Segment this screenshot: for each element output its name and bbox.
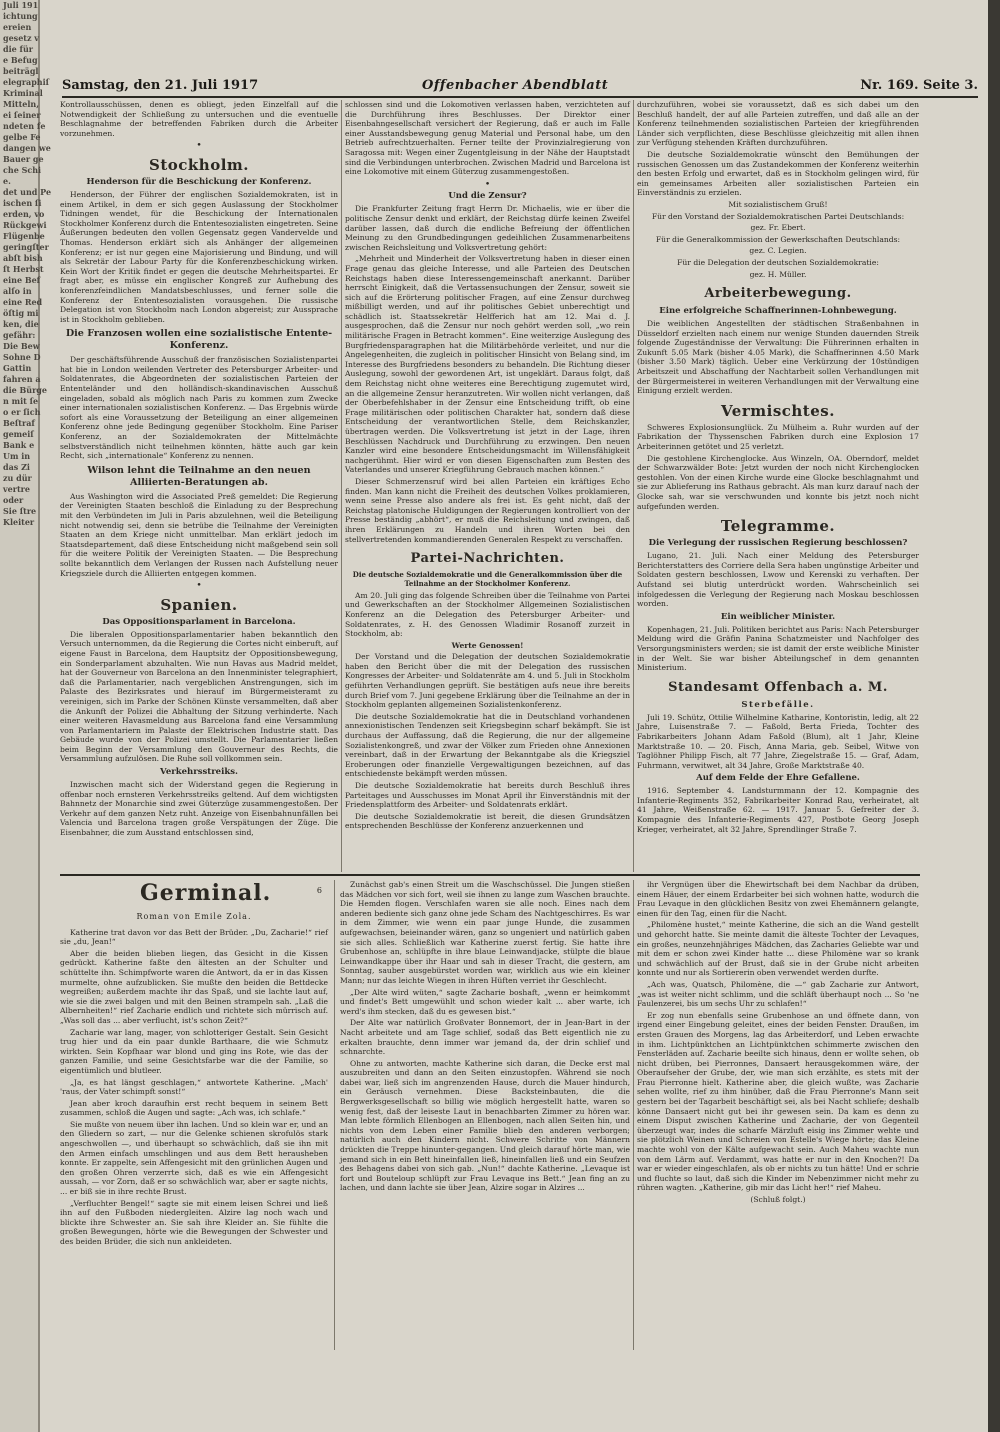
germinal-paragraph: „Ach was, Quatsch, Philomène, die —“ gab Zacharie zur Antwort, „was ist weiter nicht schlimm, und die schläft überhaupt noch ... So 'ne Faulenzerei, bis um sechs Uhr zu schlafen!“ (637, 979, 919, 1009)
article-partei-2: Der Vorstand und die Delegation der deutschen Sozialdemokratie haben den Bericht über die mit der Delegation des russischen Kongresses der Arbeiter- und Soldatenräte am 4. und 5. Juli in Stockholm geführten Verhandlungen geprüft. Sie bestätigen aufs neue ihre bereits durch Brief vom 7. Juni gegebene Erklärung über die Teilnahme an der in Stockholm geplanten allgemeinen Sozialistenkonferenz. (345, 652, 630, 710)
signature-line: Für die Generalkommission der Gewerkschaften Deutschlands: (655, 234, 901, 244)
signature-line: Für den Vorstand der Sozialdemokratischen Partei Deutschlands: (651, 211, 905, 221)
article-henderson: Henderson, der Führer der englischen Sozialdemokraten, ist in einem Artikel, in dem er sich gegen Auslassung der Stockholmer Tidningen wendet, für die Beschickung der Internationalen Stockholmer Konferenz durch die Ententesozialisten eingetreten. Seine Äußerungen bedeuten den vollen Gegensatz gegen Vandervelde und Thomas. Henderson erklärt sich als Anhänger der allgemeinen Konferenz; er ist nur gegen eine Majorisierung und Bindung, und will als Sekretär der Labour Party für die Konferenzbeschickung wirken. Kein Wort der Kritik findet er gegen die deutsche Mehrheitspartei. Er fragt aber, es müsse ein englischer Kongreß zur Aufhebung des konferenzfeindlichen Mandatsbeschlusses, und ferner solle die Konferenz der Ententesozialisten vorausgehen. Die russische Delegation ist von Stockholm nach London abgereist; zur Aussprache ist in Stockholm geblieben. (60, 189, 338, 324)
column-3 (637, 100, 919, 872)
section-title-arbeiterbewegung: Arbeiterbewegung. (704, 286, 852, 302)
headline-zensur: Und die Zensur? (448, 191, 527, 202)
signature-line: gez. H. Müller. (749, 269, 807, 279)
article-intro: durchzuführen, wobei sie voraussetzt, daß es sich dabei um den Beschluß handelt, der auf alle Parteien zutreffen, und daß alle an der Konferenz teilnehmenden sozialistischen Parteien der kriegführenden Länder sich verpflichten, diese Beschlüsse gleichzeitig mit allen ihnen zur Verfügung stehenden Kräften durchzuführen. (637, 100, 919, 148)
letter-greeting: Werte Genossen! (451, 640, 524, 650)
prev-page-fragment: oder (3, 495, 24, 505)
prev-page-fragment: erden, vo (3, 209, 45, 219)
article-zensur-3: Dieser Schmerzensruf wird bei allen Parteien ein kräftiges Echo finden. Man kann nicht die Freiheit des deutschen Volkes proklamieren, wenn seine Presse also andere als frei ist. Es geht nicht, daß der Reichstag platonische Huldigungen der Regierungen kontrolliert von der Presse beständig „abhört“, er muß die Reichsleitung und zwingen, daß ihren Erklärungen zu Handeln und ihren Worten bei den stellvertretenden kommandierenden Generalen Respekt zu verschaffen. (345, 476, 630, 544)
prev-page-fragment: Flügenbe (3, 231, 45, 241)
prev-page-fragment: elegraphiſ (3, 77, 50, 87)
feuilleton-rule (60, 874, 920, 876)
prev-page-fragment: che Schi (3, 165, 42, 175)
germinal-paragraph: Jean aber kroch daraufhin erst recht bequem in seinem Bett zusammen, schloß die Augen und sagte: „Ach was, ich schlafe.“ (60, 1098, 328, 1118)
germinal-paragraph: Zunächst gab's einen Streit um die Waschschüssel. Die Jungen stießen das Mädchen vor sich fort, weil sie ihnen zu lange zum Waschen brauchte. Die Hemden flogen. Verschlafen waren sie alle noch. Eines nach dem anderen bediente sich ganz ohne jede Scham des Nachtgeschirres. Es war in dem Zimmer, wie wenn ein paar junge Hunde, die zusammen aufgewachsen, beieinander wären, ganz so ungeniert und natürlich gaben sie sich alles. Schließlich war Katherine zuerst fertig. Sie hatte ihre Grubenhose an, schlüpfte in ihre blaue Leinwandjacke, stülpte die blaue Leinwandkappe über ihr Haar und sah in dieser Tracht, die gestern, am Sonntag, sauber ausgebürstet worden war, wirklich aus wie ein kleiner Mann; nur das leichte Wiegen in ihren Hüften verriet ihr Geschlecht. (340, 880, 630, 985)
prev-page-fragment: öſtig mi (3, 308, 39, 318)
germinal-paragraph: Aber die beiden blieben liegen, das Gesicht in die Kissen gedrückt. Katherine faßte den ältesten an der Schulter und schüttelte ihn. Schimpfworte waren die Antwort, da er in das Kissen murmelte, ohne aufzublicken. Sie mußte den beiden die Bettdecke wegreißen; außerdem machte ihr das Spaß, und sie lachte laut auf, wie sie die zwei balgen und mit den Beinen strampeln sah. „Laß die Albernheiten!“ rief Zacharie endlich und richtete sich mürrisch auf. „Was soll das ... aber verflucht, ist's schon Zeit?“ (60, 948, 328, 1025)
header-page-number: Nr. 169. Seite 3. (860, 78, 978, 93)
prev-page-fragment: e. (3, 176, 11, 186)
prev-page-fragment: Um in (3, 451, 31, 461)
headline-schaffnerinnen: Eine erfolgreiche Schaffnerinnen-Lohnbewegung. (659, 306, 897, 317)
germinal-title-block (60, 880, 328, 910)
header-rule (62, 96, 978, 98)
headline-wilson: Wilson lehnt die Teilnahme an den neuen Alliierten-Beratungen ab. (87, 464, 311, 488)
prev-page-fragment: Juli 191 (3, 0, 39, 10)
germinal-paragraph: ihr Vergnügen über die Ehewirtschaft bei dem Nachbar da drüben, einem Häuer, der einem Erdarbeiter bei sich wohnen hatte, wodurch die Frau Levaque in den glücklichen Besitz von zwei Ehemännern gelangte, einen für den Tag, einen für die Nacht. (637, 880, 919, 918)
germinal-end-note: (Schluß folgt.) (750, 1195, 806, 1204)
article-zensur-2: „Mehrheit und Minderheit der Volksvertretung haben in dieser einen Frage genau das gleiche Interesse, und alle Parteien des Deutschen Reichstags haben diese Interessengemeinschaft anerkannt. Darüber herrscht Einigkeit, daß die Vertassensuchungen der Zensur, soweit sie sich auf die Erörterung politischer Fragen, auf eine Zensur durchweg mißbilligt werden, und auf ihr politisches Gebiet unberechtigt und schädlich ist. Staatssekretär Helfferich hat am 12. Mai d. J. ausgesprochen, daß die Zensur nur noch gehört werden soll, „wo rein militärische Fragen in Betracht kommen“. Eine weiterzige Auslegung des Burgfriedensparagraphen hat die Militärbehörde verleitet, und nur die Angelegenheiten, die zugleich in politischer Hinsicht von Belang sind, im Interesse des Burgfriedens besonders zu behandeln. Die Richtung dieser Auslegung, sowohl der gewordenen Art, ist ungeklärt. Daraus folgt, daß dem Reichstag nicht ohne weiteres eine Berechtigung zugemutet wird, an die allgemeine Zensur heranzutreten. Wir wollen nicht verlangen, daß der Oberbefehlshaber in der Zensur eine Entscheidung trifft, ob eine Frage militärischen oder politischen Charakter hat, sondern daß diese Entscheidung der verantwortlichen Stelle, dem Reichskanzler, übertragen werden. Die Volksvertretung ist jetzt in der Lage, ihren Beschlüssen Nachdruck und Durchführung zu erzwingen. Den neuen Kanzler wird eine besondere Entscheidungsmacht im Willensfähigkeit nachgerühmt. Hier wird er von diesen Eigenschaften zum Besten des Vaterlandes und unserer Kriegführung Gebrauch machen können.“ (345, 254, 630, 475)
signature-line: Mit sozialistischem Gruß! (728, 199, 828, 209)
prev-page-fragment: alſo in (3, 286, 32, 296)
germinal-paragraph: „Der Alte wird wüten,“ sagte Zacharie boshaft, „wenn er heimkommt und findet's Bett umgewühlt und schon wieder kalt ... aber warte, ich werd's ihm stecken, daß du es gewesen bist.“ (340, 987, 630, 1016)
prev-page-fragment: abſt bish (3, 253, 43, 263)
column-divider (633, 880, 634, 1350)
article-minister: Kopenhagen, 21. Juli. Politiken berichtet aus Paris: Nach Petersburger Meldung wird die Gräfin Panina Schatzmeister und Nachfolger des Versorgungsministers werden; sie ist damit der erste weibliche Minister in der Welt. Sie war bisher Abteilungschef in dem genannten Ministerium. (637, 624, 919, 673)
headline-partei: Die deutsche Sozialdemokratie und die Generalkommission über die Teilnahme an der Stockholmer Konferenz. (352, 570, 623, 588)
prev-page-fragment: n mit ſe (3, 396, 39, 406)
signature-line: gez. Fr. Ebert. (750, 223, 806, 233)
germinal-paragraph: Ohne zu antworten, machte Katherine sich daran, die Decke erst mal auszubreiten und dann an den Seiten einzustopfen. Während sie noch dabei war, ließ sich im angrenzenden Hause, durch die Mauer hindurch, ein Geräusch vernehmen. Diese Backsteinbauten, die die Bergwerksgesellschaft so billig wie möglich hergestellt hatte, waren so wenig fest, daß der leiseste Laut in benachbarten Zimmer zu hören war. Man lebte förmlich Ellenbogen an Ellenbogen, nach allen Seiten hin, und nichts von dem Leben einer Familie blieb den anderen verborgen; natürlich auch den Kindern nicht. Schwere Schritte von Männern drückten die Treppe hinunter-gegangen. Und gleich darauf hörte man, wie jemand sich in ein Bett hineinfallen ließ, hineinfallen ließ und ein Seufzen des Behagens dabei von sich gab. „Nun!“ dachte Katherine. „Levaque ist fort und Bouteloup schlüpft zur Frau Levaque ins Bett.“ Jean fing an zu lachen, und dann lachte sie über Jean, Alzire sogar in Alzires ... (340, 1058, 630, 1193)
prev-page-fragment: ichtung (3, 11, 38, 21)
prev-page-fragment: eine Red (3, 297, 43, 307)
header-paper-name: Offenbacher Abendblatt (422, 78, 609, 93)
prev-page-fragment: zu dür (3, 473, 32, 483)
germinal-installment-number: 6 (316, 886, 322, 895)
germinal-title: Germinal. (140, 880, 272, 906)
prev-page-fragment: e Befug (3, 55, 38, 65)
header-date: Samstag, den 21. Juli 1917 (62, 78, 259, 93)
germinal-paragraph: „Ja, es hat längst geschlagen,“ antwortete Katherine. „Mach' 'raus, der Vater schimpft sonst!“ (60, 1077, 328, 1097)
prev-page-fragment: Sie ſtre (3, 506, 37, 516)
section-title-standesamt: Standesamt Offenbach a. M. (668, 679, 888, 695)
prev-page-fragment: Bauer ge (3, 154, 44, 164)
germinal-paragraph: Der Alte war natürlich Großvater Bonnemort, der in Jean-Bart in der Nacht arbeitete und am Tage schlief, sodaß das Bett eigentlich nie zu erkalten brauchte, denn immer war jemand da, der drin schlief und schnarchte. (340, 1018, 630, 1057)
article-intro: schlossen sind und die Lokomotiven verlassen haben, verzichteten auf die Durchführung ihres Beschlusses. Der Direktor einer Eisenbahngesellschaft versichert der Regierung, daß er auch im Falle einer Ausstandsbewegung genug Material und Personal habe, um den Betrieb aufrechtzuerhalten. Ferner teilte der Provinzialregierung von Saragossa mit: Wegen einer Zugentgleisung in der Nähe der Hauptstadt sind die Verbindungen unterbrochen. Zwischen Madrid und Barcelona ist eine Lokomotive mit einem Güterzug zusammengestoßen. (345, 100, 630, 177)
signature-line: Für die Delegation der deutschen Sozialdemokratie: (677, 257, 879, 267)
headline-henderson: Henderson für die Beschickung der Konferenz. (86, 176, 312, 187)
signature-line: gez. C. Legien. (749, 246, 807, 256)
prev-page-fragment: Sohne D (3, 352, 41, 362)
section-title-stockholm: Stockholm. (149, 155, 249, 174)
column-divider (633, 100, 634, 872)
column-1 (60, 100, 338, 872)
headline-gefallene: Auf dem Felde der Ehre Gefallene. (696, 773, 860, 784)
article-intro: Kontrollausschüssen, denen es obliegt, jeden Einzelfall auf die Notwendigkeit der Schließung zu untersuchen und die eventuelle Beschlagnahme der betreffenden Fabriken durch die Arbeiter vorzunehmen. (60, 100, 338, 138)
article-regierung: Lugano, 21. Juli. Nach einer Meldung des Petersburger Berichterstatters des Corriere della Sera haben ungünstige Arbeiter und Soldaten gestern beschlossen, Lwow und Kerenski zu verhaften. Der Aufstand sei blutig unterdrückt worden. Wahrscheinlich sei infolgedessen die Verlegung der Regierung nach Moskau beschlossen worden. (637, 551, 919, 609)
prev-page-fragment: Rückgewi (3, 220, 47, 230)
prev-page-fragment: ken, die (3, 319, 39, 329)
article-partei-3: Die deutsche Sozialdemokratie hat die in Deutschland vorhandenen annexionistischen Tendenzen seit Kriegsbeginn scharf bekämpft. Sie ist durchaus der Auffassung, daß die Regierung, die nur der allgemeine Sozialistenkongreß, und zwar der Völker zum Frieden ohne Annexionen vereinbart, daß in der Erwartung der Bekanntgabe als die Kriegsziel Eroberungen oder finanzielle Vergewaltigungen bezeichnen, auf das entschiedenste bekämpft werden müssen. (345, 711, 630, 779)
article-oppositionsparlament: Die liberalen Oppositionsparlamentarier haben bekanntlich den Versuch unternommen, da die Regierung die Cortes nicht einberuft, auf eigene Faust in Barcelona, dem Hauptsitz der Oppositionsbewegung, ein Sonderparlament abzuhalten. Wie nun Havas aus Madrid meldet, hat der Gouverneur von Barcelona an den Innenminister telegraphiert, daß die Parlamentarier, nach vergeblichen Anstrengungen, sich im Palaste des Bezirksrates und hierauf im Bürgermeisteramt zu vereinigen, sich im Parke der Schönen Künste versammelten, daß aber die Ankunft der Polizei die Abhaltung der Sitzung verhinderte. Nach einer weiteren Havasmeldung aus Barcelona fand eine Versammlung von Parlamentariern im Palaste der Elektrischen Industrie statt. Das Gebäude wurde von der Polizei umstellt. Die Parlamentarier ließen beim Beginn der Versammlung den Gouverneur des Rechts, die Versammlung aufzulösen. Die Ruhe soll vollkommen sein. (60, 629, 338, 764)
germinal-paragraph: Zacharie war lang, mager, von schlotteriger Gestalt. Sein Gesicht trug hier und da ein paar dunkle Barthaare, die wie Schmutz wirkten. Sein Kopfhaar war blond und ging ins Rote, wie das der ganzen Familie, und seine Gesichtsfarbe war die der Familie, so eigentümlich und blutleer. (60, 1027, 328, 1075)
prev-page-fragment: Die Bew (3, 341, 40, 351)
section-title-partei: Partei-Nachrichten. (410, 551, 565, 567)
article-franzosen: Der geschäftsführende Ausschuß der französischen Sozialistenpartei hat bie in London weilenden Vertreter des Petersburger Arbeiter- und Soldatenrates, die Abgeordneten der sozialistischen Parteien der Ententeländer und den holländisch-skandinavischen Ausschuß eingeladen, sobald als möglich nach Paris zu kommen zum Zwecke einer internationalen sozialistischen Konferenz. — Das Ergebnis würde sofort als eine Voraussetzung der Beteiligung an einer allgemeinen Konferenz ohne jede Bedingung gegenüber Stockholm. Eine Pariser Konferenz, an der Sozialdemokraten der Mittelmächte selbstverständlich nicht teilnehmen könnten, hätte auch gar kein Recht, sich „internationale“ Konferenz zu nennen. (60, 355, 338, 461)
article-gefallene: 1916. September 4. Landsturmmann der 12. Kompagnie des Infanterie-Regiments 352, Fabrikarbeiter Konrad Rau, verheiratet, alt 41 Jahre, Weißenstraße 62. — 1917. Januar 5. Gefreiter der 3. Kompagnie des Infanterie-Regiments 427, Postbote Georg Joseph Krieger, verheiratet, alt 32 Jahre, Sprendlinger Straße 7. (637, 786, 919, 834)
headline-franzosen: Die Franzosen wollen eine sozialistische Entente-Konferenz. (65, 328, 333, 352)
prev-page-fragment: eine Bef (3, 275, 41, 285)
article-sterbefaelle: Juli 19. Schütz, Ottilie Wilhelmine Katharine, Kontoristin, ledig, alt 22 Jahre, Luisenstraße 7. — Faßold, Berta Frieda, Tochter des Fabrikarbeiters Johann Adam Faßold (Blum), alt 1 Jahr, Kleine Marktstraße 10. — 20. Fisch, Anna Maria, geb. Seibel, Witwe von Taglöhner Philipp Fisch, alt 77 Jahre, Ziegelstraße 15. — Graf, Adam, Fuhrmann, verwitwet, alt 34 Jahre, Große Marktstraße 40. (637, 712, 919, 770)
prev-page-fragment: o er ſich (3, 407, 41, 417)
germinal-subtitle: Roman von Emile Zola. (136, 912, 252, 921)
prev-page-fragment: ereien (3, 22, 32, 32)
prev-page-fragment: gelbe Fe (3, 132, 41, 142)
column-divider (334, 880, 335, 1350)
germinal-paragraph: „Verfluchter Bengel!“ sagte sie mit einem leisen Schrei und ließ ihn auf den Fußboden niedergleiten. Alzire lag noch wach und blickte ihre Schwester an. Sie sah ihre Kleider an. Sie fühlte die großen Bewegungen, hörte wie die Bewegungen der Schwester und des beiden Brüder, die sich nun ankleideten. (60, 1198, 328, 1246)
section-dot: • (196, 580, 202, 590)
section-title-vermischtes: Vermischtes. (721, 401, 835, 420)
prev-page-fragment: det und Pe (3, 187, 52, 197)
germinal-column-2 (340, 880, 630, 1350)
prev-page-fragment: Mitteln, (3, 99, 40, 109)
article-kirchenglocke: Die gestohlene Kirchenglocke. Aus Winzeln, OA. Oberndorf, meldet der Schwarzwälder Bote: Jetzt wurden der noch nicht Kirchenglocken gestohlen. Von der einen Kirche wurde eine Glocke beschlagnahmt und sie zur Ablieferung ins Rathaus gebracht. Als man kurz darauf nach der Glocke sah, war sie verschwunden und konnte bis jetzt noch nicht aufgefunden werden. (637, 453, 919, 511)
headline-verkehrsstreiks: Verkehrsstreiks. (160, 767, 238, 778)
article-partei-1: Am 20. Juli ging das folgende Schreiben über die Teilnahme von Partei und Gewerkschaften an der Stockholmer Allgemeinen Sozialistischen Konferenz an die Delegation des Petersburger Arbeiter- und Soldatenrates, z. H. des Genossen Wladimir Rosanoff zurzeit in Stockholm, ab: (345, 590, 630, 639)
prev-page-fragment: Kriminal (3, 88, 43, 98)
prev-page-fragment: das Zi (3, 462, 30, 472)
germinal-paragraph: Er zog nun ebenfalls seine Grubenhose an und öffnete dann, von irgend einer Eingebung geleitet, eines der beiden Fenster. Draußen, im ersten Grauen des Morgens, lag das Arbeiterdorf, und Leben erwachte in ihm. Lichtpünktchen an Lichtpünktchen schimmerte zwischen den Fensterläden auf. Zacharie beeilte sich hinaus, denn er wollte sehen, ob nicht drüben, bei Pierronnes, Dansaert herausgekommen wäre, der Oberaufseher der Grube, der, wie man sich erzählte, es stets mit der Frau Pierronne hielt. Katherine aber, die gleich wußte, was Zacharie sehen wollte, rief zu ihm hinüber, daß die Frau Pierronne's Mann seit gestern bei der Tagarbeit beschäftigt sei, als bei Nacht schliefe; deshalb könne Dansaert nicht gut bei ihr gewesen sein. Da kam es denn zu einem Disput zwischen Katherine und Zacharie, der von Gegenteil überzeugt war, indes die scharfe Märzluft eisig ins Zimmer wehte und sie plötzlich Weinen und Schreien von Estelle's Wiege hörte; das Kleine machte wohl von der Kälte aufgewacht sein. Auch Maheu wachte nun von dem Lärm auf. Verdammt, was hatte er nur in den Knochen?! Da war er wieder eingeschlafen, als ob er nichts zu tun hätte! Und er schrie und fluchte so laut, daß sich die Kinder im Nebenzimmer nicht mehr zu rühren wagten. „Katherine, gib mir das Licht her!“ rief Maheu. (637, 1010, 919, 1193)
prev-page-fragment: geringſter (3, 242, 49, 252)
prev-page-fragment: ſt Herbst (3, 264, 44, 274)
prev-page-fragment: Kleiter (3, 517, 35, 527)
germinal-paragraph: Sie mußte von neuem über ihn lachen. Und so klein war er, und an den Gliedern so zart, — nur die Gelenke schienen skrofulös stark angeschwollen —, und überhaupt so schwächlich, daß sie ihn mit den Armen einfach umschlingen und aus dem Bett herausheben konnte. Er zappelte, sein Affengesicht mit den grünlichen Augen und den großen Ohren verzerrte sich, daß es wie ein Affengesicht aussah, — vor Zorn, daß er so schwächlich war, aber er sagte nichts, ... er biß sie in ihre rechte Brust. (60, 1119, 328, 1197)
article-explosion: Schweres Explosionsunglück. Zu Mülheim a. Ruhr wurden auf der Fabrikation der Thyssenschen Fabriken durch eine Explosion 17 Arbeiterinnen getötet und 25 verletzt. (637, 422, 919, 452)
prev-page-fragment: fahren a (3, 374, 41, 384)
section-dot: • (485, 178, 490, 188)
germinal-paragraph: „Philomène hustet,“ meinte Katherine, die sich an die Wand gestellt und gehorcht hatte. Sie meinte damit die älteste Tochter der Levaques, ein großes, neunzehnjähriges Mädchen, das Zacharies Geliebte war und mit dem er schon zwei Kinder hatte ... diese Philomène war so krank und schwächlich auf der Brust, daß sie in der Grube nicht arbeiten konnte und nur als Sortiererin oben verwendet werden durfte. (637, 920, 919, 978)
headline-minister: Ein weiblicher Minister. (720, 611, 836, 622)
prev-page-fragment: ei ſeiner (3, 110, 41, 120)
article-intro-2: Die deutsche Sozialdemokratie wünscht den Bemühungen der russischen Genossen um das Zustandekommen der Konferenz weiterhin den besten Erfolg und erwartet, daß es in Stockholm gelingen wird, für ein gemeinsames Arbeiten aller sozialistischen Parteien ein Einverständnis zu erzielen. (637, 149, 919, 198)
prev-page-fragment: gemeiſ (3, 429, 34, 439)
prev-page-fragment: die Bürge (3, 385, 47, 395)
article-wilson: Aus Washington wird die Associated Preß gemeldet: Die Regierung der Vereinigten Staaten beschloß die Einladung zu der Besprechung mit den Verbündeten im Juli in Paris abzulehnen, weil die Beteiligung nicht notwendig sei, denn sie betrübe die Teilnahme der Vereinigten Staaten an dem Kriege nicht unmittelbar. Man erklärt jedoch im Staatsdepartement, daß diese Entscheidung nicht maßgebend sein soll für die weitere Politik der Vereinigten Staaten. — Die Besprechung sollte bekanntlich dem Verlangen der Russen nach Aufstellung neuer Kriegsziele durch die Alliierten entgegen kommen. (60, 491, 338, 578)
prev-page-fragment: Bank e (3, 440, 35, 450)
column-2 (345, 100, 630, 872)
prev-page-fragment: gesetz v (3, 33, 39, 43)
germinal-paragraph: Katherine trat davon vor das Bett der Brüder. „Du, Zacharie!“ rief sie „du, Jean!“ (60, 927, 328, 947)
prev-page-fragment: gefähr: (3, 330, 36, 340)
headline-sterbefaelle: Sterbefälle. (741, 699, 815, 710)
previous-page-strip (0, 0, 52, 1432)
prev-page-fragment: ischen ſi (3, 198, 42, 208)
germinal-column-1 (60, 880, 328, 1350)
prev-page-fragment: ndeten fe (3, 121, 46, 131)
prev-page-fragment: vertre (3, 484, 30, 494)
section-title-telegramme: Telegramme. (720, 517, 836, 536)
article-partei-5: Die deutsche Sozialdemokratie ist bereit, die diesen Grundsätzen entsprechenden Beschlüsse der Konferenz anzuerkennen und (345, 811, 630, 831)
article-schaffnerinnen: Die weiblichen Angestellten der städtischen Straßenbahnen in Düsseldorf erzielten nach einem nur wenige Stunden dauernden Streik folgende Zugeständnisse der Verwaltung: Die Führerinnen erhalten in Zukunft 5.05 Mark (bisher 4.05 Mark), die Schaffnerinnen 4.50 Mark (bisher 3.50 Mark) täglich. Ueber eine Verkürzung der 10stündigen Arbeitszeit und Abschaffung der Nachtarbeit sollen Verhandlungen mit der Bürgermeisterei in weiteren Verhandlungen mit der Verwaltung eine Einigung erzielt werden. (637, 319, 919, 396)
article-verkehrsstreiks: Inzwischen macht sich der Widerstand gegen die Regierung in offenbar noch ernsteren Verkehrsstreiks geltend. Auf dem wichtigsten Bahnnetz der Monarchie sind zwei Güterzüge zusammengestoßen. Der Verkehr auf dem ganzen Netz ruht. Anzeige von Eisenbahnunfällen bei Valencia und Barcelona tragen große Verspätungen der Züge. Die Eisenbahner, die zum Ausstand entschlossen sind, (60, 780, 338, 838)
germinal-column-3 (637, 880, 919, 1350)
headline-oppositionsparlament: Das Oppositionsparlament in Barcelona. (102, 616, 296, 627)
prev-page-fragment: Gattin (3, 363, 32, 373)
prev-page-fragment: die für (3, 44, 33, 54)
section-title-spanien: Spanien. (160, 595, 238, 614)
article-partei-4: Die deutsche Sozialdemokratie hat bereits durch Beschluß ihres Parteitages und Ausschusses im Monat April ihr Einverständnis mit der Friedensplattform des Arbeiter- und Soldatenrats erklärt. (345, 781, 630, 810)
prev-page-fragment: dangen we (3, 143, 51, 153)
binding-gutter (988, 0, 1000, 1432)
prev-page-fragment: Beſtraf (3, 418, 35, 428)
prev-page-fragment: beiträgl (3, 66, 39, 76)
article-zensur-1: Die Frankfurter Zeitung fragt Herrn Dr. Michaelis, wie er über die politische Zensur denkt und erklärt, der Reichstag dürfe keinen Zweifel darüber lassen, daß durch die endliche Befreiung der öffentlichen Meinung zu den Grundbedingungen gedeihlichen Zusammenarbeitens zwischen Reichsleitung und Volksvertretung gehört: (345, 204, 630, 252)
section-dot: • (196, 140, 202, 150)
column-divider (341, 100, 342, 872)
headline-regierung: Die Verlegung der russischen Regierung beschlossen? (648, 538, 908, 549)
